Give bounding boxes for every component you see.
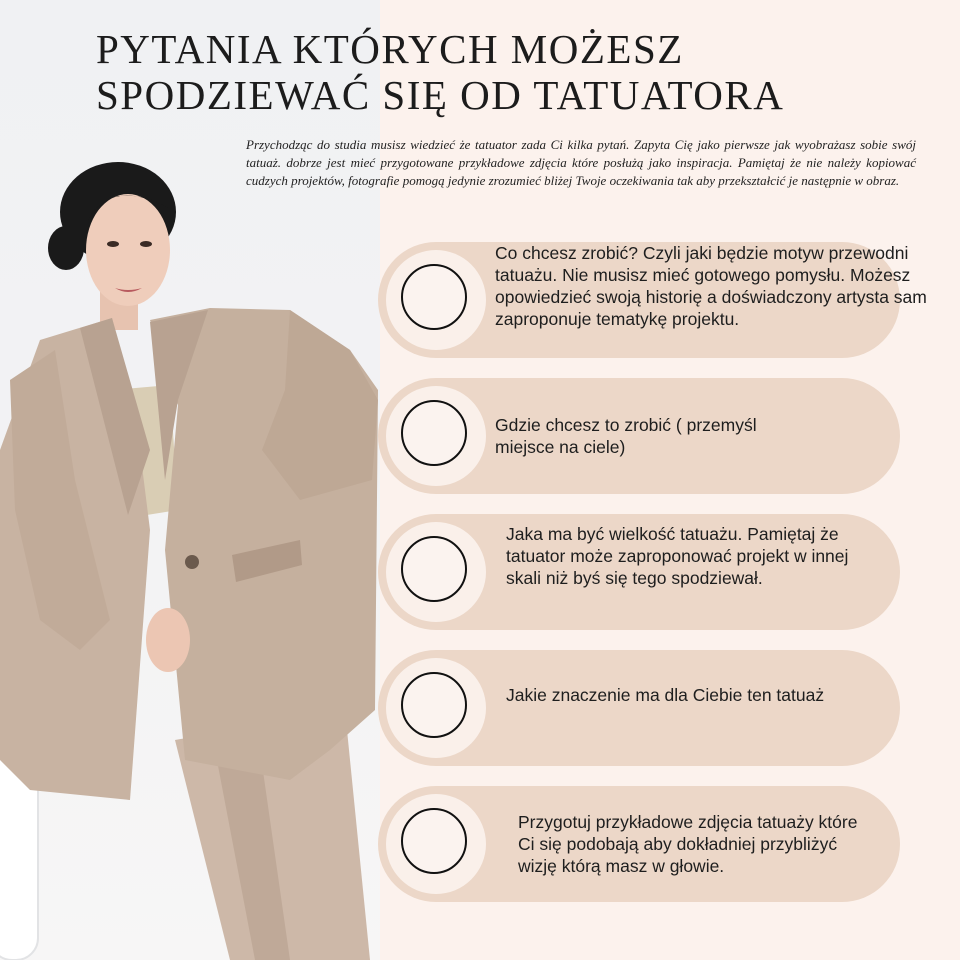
title-line-2: SPODZIEWAĆ SIĘ OD TATUATORA xyxy=(96,72,785,118)
question-card-4 xyxy=(378,650,900,766)
question-text: Co chcesz zrobić? Czyli jaki będzie motyw przewodni tatuażu. Nie musisz mieć gotowego pomysłu. Możesz opowiedzieć swoją historię a doświadczony artysta sam zaproponuje tematykę projektu. xyxy=(495,243,927,329)
circle-icon xyxy=(401,400,467,466)
question-text: Gdzie chcesz to zrobić ( przemyśl miejsce na ciele) xyxy=(495,415,757,457)
question-card-3 xyxy=(378,514,900,630)
circle-icon xyxy=(401,808,467,874)
question-card-2 xyxy=(378,378,900,494)
title-line-1: PYTANIA KTÓRYCH MOŻESZ xyxy=(96,26,684,72)
question-text: Przygotuj przykładowe zdjęcia tatuaży które Ci się podobają aby dokładniej przybliżyć wizję którą masz w głowie. xyxy=(518,812,858,876)
intro-paragraph: Przychodząc do studia musisz wiedzieć że tatuator zada Ci kilka pytań. Zapyta Cię jako pierwsze jak wyobrażasz sobie swój tatuaż. dobrze jest mieć przygotowane przykładowe zdjęcia które posłużą jako inspiracja. Pamiętaj że nie należy kopiować cudzych projektów, fotografie pomogą jedynie zrozumieć bliżej Twoje oczekiwania tak aby przekształcić je następnie w obraz. xyxy=(246,137,916,188)
circle-icon xyxy=(401,264,467,330)
question-card-5 xyxy=(378,786,900,902)
circle-icon xyxy=(401,672,467,738)
question-text: Jaka ma być wielkość tatuażu. Pamiętaj że tatuator może zaproponować projekt w innej skali niż byś się tego spodziewał. xyxy=(506,524,849,588)
question-card-1 xyxy=(378,242,927,358)
circle-icon xyxy=(401,536,467,602)
question-text: Jakie znaczenie ma dla Ciebie ten tatuaż xyxy=(506,685,825,705)
page-title xyxy=(96,26,936,118)
woman-in-beige-suit-photo xyxy=(0,150,380,960)
